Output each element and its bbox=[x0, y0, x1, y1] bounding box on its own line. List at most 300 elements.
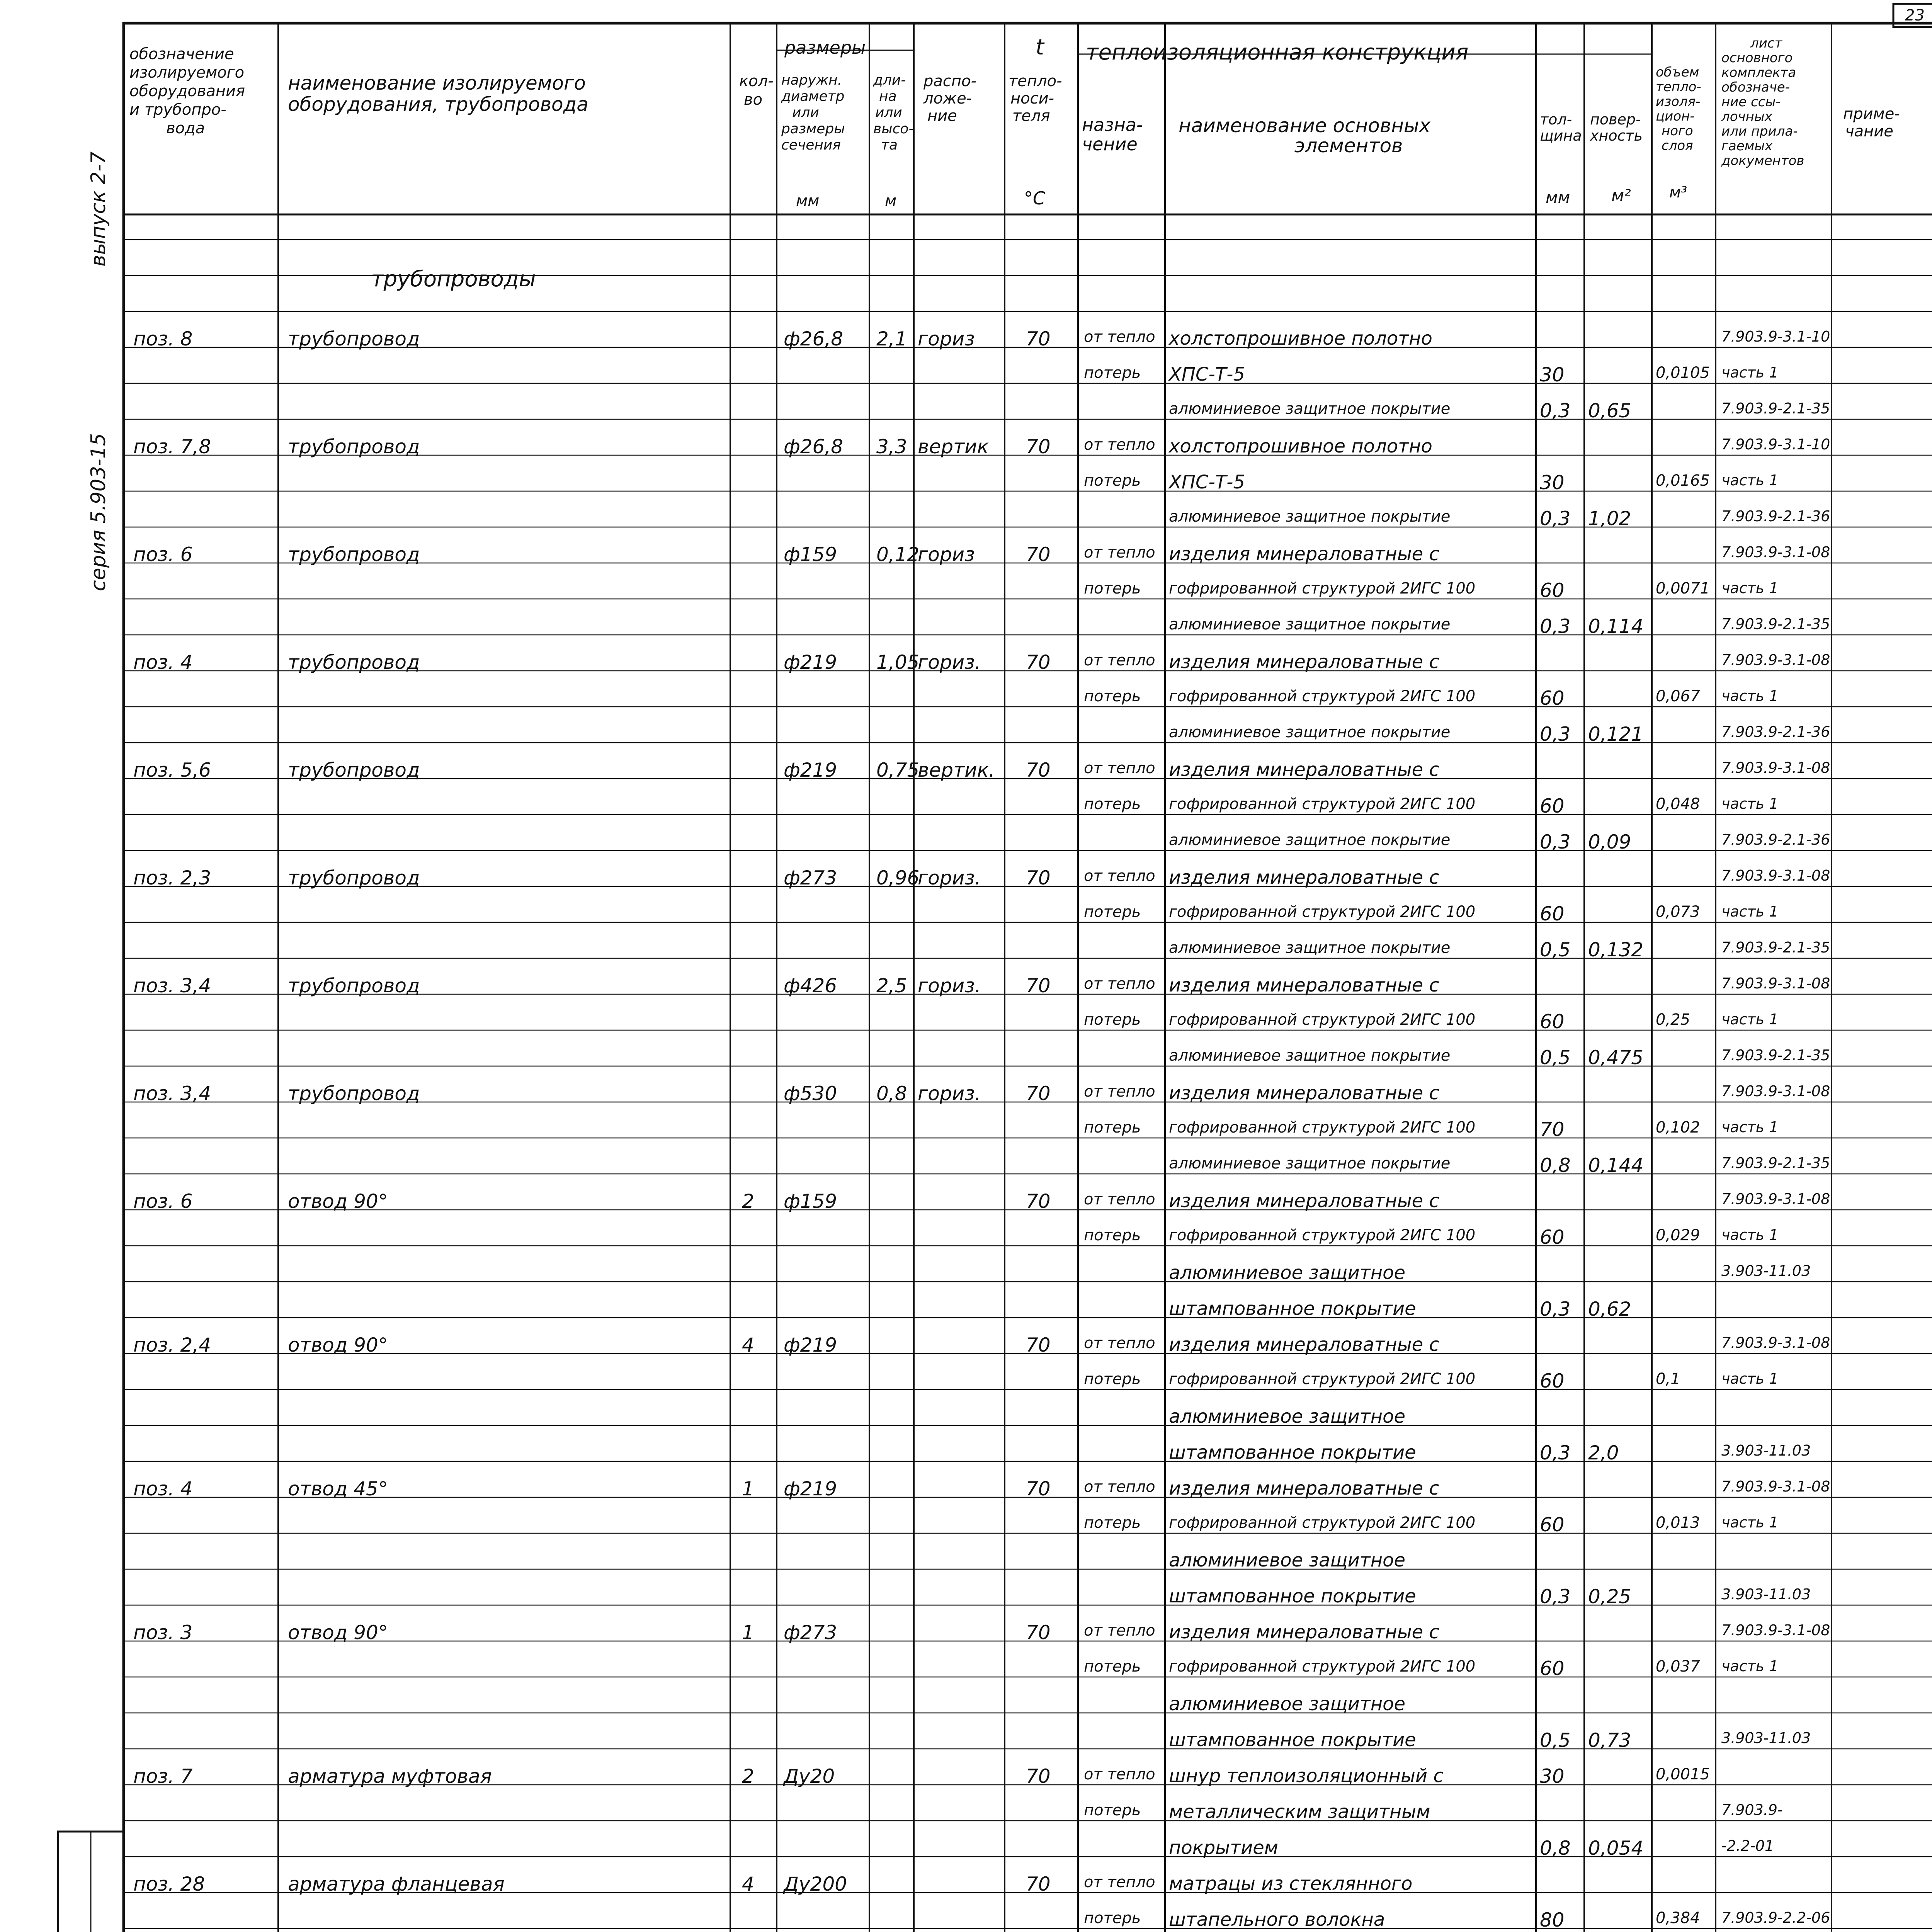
hdr-thickness-1: тол- bbox=[1540, 111, 1572, 128]
cell-dim: ф159 bbox=[784, 543, 837, 566]
cell-pos: поз. 7 bbox=[133, 1765, 193, 1787]
cell-pos: поз. 4 bbox=[133, 651, 193, 673]
cell-thk: 30 bbox=[1540, 364, 1565, 386]
hdr-ref-5: ние ссы- bbox=[1721, 94, 1781, 110]
cell-purpose: потерь bbox=[1084, 1658, 1141, 1675]
cell-pos: поз. 5,6 bbox=[133, 759, 211, 781]
cell-ref: -2.2-01 bbox=[1721, 1837, 1774, 1854]
cell-temp: 70 bbox=[1026, 328, 1051, 350]
cell-dim: Ду20 bbox=[784, 1765, 835, 1787]
cell-elem: ХПС-Т-5 bbox=[1169, 364, 1245, 385]
cell-ref: часть 1 bbox=[1721, 1226, 1779, 1243]
cell-ref: 7.903.9-2.2-06 bbox=[1721, 1909, 1830, 1926]
cell-dim: ф219 bbox=[784, 1334, 837, 1356]
cell-thk: 0,3 bbox=[1540, 831, 1571, 853]
cell-elem: штампованное покрытие bbox=[1169, 1442, 1416, 1463]
cell-ref: 7.903.9- bbox=[1721, 1801, 1783, 1818]
cell-temp: 70 bbox=[1026, 975, 1051, 997]
cell-elem: гофрированной структурой 2ИГС 100 bbox=[1169, 1011, 1476, 1029]
hdr-notes-2: чание bbox=[1845, 122, 1893, 140]
cell-surf: 0,65 bbox=[1588, 400, 1631, 422]
cell-elem: алюминиевое защитное покрытие bbox=[1169, 400, 1451, 418]
cell-elem: алюминиевое защитное покрытие bbox=[1169, 939, 1451, 957]
cell-dim: ф530 bbox=[784, 1082, 837, 1105]
cell-purpose: потерь bbox=[1084, 364, 1141, 382]
hdr-surface-2: хность bbox=[1590, 127, 1643, 144]
cell-temp: 70 bbox=[1026, 1082, 1051, 1105]
cell-ref: часть 1 bbox=[1721, 364, 1779, 381]
cell-qty: 4 bbox=[742, 1334, 754, 1356]
cell-temp: 70 bbox=[1026, 1478, 1051, 1500]
cell-elem: алюминиевое защитное bbox=[1169, 1406, 1406, 1427]
cell-elem: изделия минераловатные с bbox=[1169, 1190, 1439, 1212]
cell-thk: 60 bbox=[1540, 1226, 1565, 1248]
cell-thk: 60 bbox=[1540, 1370, 1565, 1392]
cell-vol: 0,0015 bbox=[1656, 1765, 1710, 1783]
cell-elem: гофрированной структурой 2ИГС 100 bbox=[1169, 1370, 1476, 1388]
hdr-designation-3: оборудования bbox=[129, 82, 245, 100]
cell-surf: 0,054 bbox=[1588, 1837, 1644, 1859]
cell-thk: 60 bbox=[1540, 579, 1565, 602]
hdr-t-symbol: t bbox=[1036, 35, 1044, 60]
cell-vol: 0,0105 bbox=[1656, 364, 1710, 382]
cell-ref: часть 1 bbox=[1721, 1011, 1779, 1028]
hdr-outer-4: размеры bbox=[781, 121, 845, 137]
cell-qty: 2 bbox=[742, 1765, 754, 1787]
cell-name: отвод 45° bbox=[288, 1478, 388, 1500]
cell-thk: 30 bbox=[1540, 471, 1565, 494]
cell-name: трубопровод bbox=[288, 435, 420, 458]
cell-ref: часть 1 bbox=[1721, 1370, 1779, 1387]
hdr-elements-1: наименование основных bbox=[1179, 114, 1431, 137]
cell-temp: 70 bbox=[1026, 867, 1051, 889]
cell-purpose: потерь bbox=[1084, 687, 1141, 705]
cell-purpose: от тепло bbox=[1084, 1083, 1155, 1100]
cell-elem: изделия минераловатные с bbox=[1169, 975, 1439, 996]
cell-ref: часть 1 bbox=[1721, 687, 1779, 704]
hdr-temp-3: теля bbox=[1012, 107, 1050, 125]
cell-pos: поз. 4 bbox=[133, 1478, 193, 1500]
cell-ref: 7.903.9-3.1-08 bbox=[1721, 1334, 1830, 1351]
hdr-volume-6: слоя bbox=[1662, 138, 1693, 153]
cell-vol: 0,384 bbox=[1656, 1909, 1700, 1927]
cell-elem: гофрированной структурой 2ИГС 100 bbox=[1169, 1658, 1476, 1675]
hdr-ref-7: или прила- bbox=[1721, 124, 1798, 139]
cell-elem: алюминиевое защитное bbox=[1169, 1262, 1406, 1284]
cell-qty: 1 bbox=[742, 1478, 754, 1500]
hdr-len-5: та bbox=[881, 137, 898, 153]
cell-purpose: потерь bbox=[1084, 1370, 1141, 1388]
cell-temp: 70 bbox=[1026, 1621, 1051, 1644]
cell-thk: 0,5 bbox=[1540, 939, 1571, 961]
hdr-outer-2: диаметр bbox=[781, 88, 845, 104]
cell-ref: 7.903.9-3.1-08 bbox=[1721, 1478, 1830, 1495]
cell-thk: 70 bbox=[1540, 1118, 1565, 1141]
cell-qty: 4 bbox=[742, 1873, 754, 1895]
cell-elem: металлическим защитным bbox=[1169, 1801, 1430, 1823]
hdr-ref-6: лочных bbox=[1721, 109, 1772, 124]
cell-elem: алюминиевое защитное покрытие bbox=[1169, 1155, 1451, 1172]
cell-thk: 60 bbox=[1540, 903, 1565, 925]
cell-thk: 0,5 bbox=[1540, 1729, 1571, 1752]
cell-place: гориз. bbox=[918, 975, 981, 997]
hdr-purpose-1: назна- bbox=[1082, 114, 1143, 135]
cell-ref: 3.903-11.03 bbox=[1721, 1262, 1811, 1279]
cell-temp: 70 bbox=[1026, 1765, 1051, 1787]
cell-elem: изделия минераловатные с bbox=[1169, 1478, 1439, 1499]
cell-vol: 0,0071 bbox=[1656, 580, 1710, 597]
cell-surf: 2,0 bbox=[1588, 1442, 1619, 1464]
cell-elem: гофрированной структурой 2ИГС 100 bbox=[1169, 903, 1476, 921]
cell-elem: изделия минераловатные с bbox=[1169, 759, 1439, 781]
hdr-volume-4: цион- bbox=[1656, 109, 1695, 124]
cell-qty: 2 bbox=[742, 1190, 754, 1213]
cell-vol: 0,1 bbox=[1656, 1370, 1680, 1388]
cell-purpose: от тепло bbox=[1084, 975, 1155, 993]
hdr-designation-5: вода bbox=[166, 119, 205, 137]
cell-elem: гофрированной структурой 2ИГС 100 bbox=[1169, 1119, 1476, 1136]
cell-len: 3,3 bbox=[876, 435, 907, 458]
cell-ref: 7.903.9-2.1-36 bbox=[1721, 831, 1830, 848]
cell-purpose: потерь bbox=[1084, 1514, 1141, 1532]
cell-pos: поз. 8 bbox=[133, 328, 193, 350]
cell-elem: штампованное покрытие bbox=[1169, 1585, 1416, 1607]
cell-ref: 7.903.9-3.1-10 bbox=[1721, 436, 1830, 453]
cell-elem: изделия минераловатные с bbox=[1169, 543, 1439, 565]
cell-elem: изделия минераловатные с bbox=[1169, 1334, 1439, 1355]
cell-dim: ф26,8 bbox=[784, 435, 844, 458]
hdr-qty-2: во bbox=[744, 91, 763, 109]
hdr-elements-2: элементов bbox=[1294, 134, 1403, 157]
hdr-outer-3: или bbox=[792, 105, 819, 121]
cell-qty: 1 bbox=[742, 1621, 754, 1644]
cell-elem: изделия минераловатные с bbox=[1169, 867, 1439, 888]
hdr-name-1: наименование изолируемого bbox=[288, 72, 586, 94]
cell-thk: 0,3 bbox=[1540, 1442, 1571, 1464]
hdr-designation-1: обозначение bbox=[129, 45, 234, 63]
cell-elem: изделия минераловатные с bbox=[1169, 651, 1439, 673]
section-title: трубопроводы bbox=[371, 267, 536, 292]
cell-vol: 0,048 bbox=[1656, 795, 1700, 813]
cell-temp: 70 bbox=[1026, 1190, 1051, 1213]
cell-thk: 0,3 bbox=[1540, 1585, 1571, 1608]
cell-name: трубопровод bbox=[288, 543, 420, 566]
cell-thk: 0,5 bbox=[1540, 1046, 1571, 1069]
cell-elem: гофрированной структурой 2ИГС 100 bbox=[1169, 1514, 1476, 1532]
cell-ref: 7.903.9-3.1-08 bbox=[1721, 1083, 1830, 1100]
cell-elem: изделия минераловатные с bbox=[1169, 1621, 1439, 1643]
cell-place: вертик. bbox=[918, 759, 995, 781]
cell-dim: ф426 bbox=[784, 975, 837, 997]
cell-elem: изделия минераловатные с bbox=[1169, 1082, 1439, 1104]
cell-purpose: потерь bbox=[1084, 472, 1141, 490]
cell-purpose: потерь bbox=[1084, 1226, 1141, 1244]
cell-elem: алюминиевое защитное покрытие bbox=[1169, 831, 1451, 849]
cell-elem: гофрированной структурой 2ИГС 100 bbox=[1169, 580, 1476, 597]
cell-name: отвод 90° bbox=[288, 1190, 388, 1213]
cell-purpose: от тепло bbox=[1084, 759, 1155, 777]
cell-ref: 7.903.9-3.1-08 bbox=[1721, 651, 1830, 668]
cell-ref: 7.903.9-2.1-35 bbox=[1721, 939, 1830, 956]
hdr-volume-1: объем bbox=[1656, 65, 1699, 80]
cell-purpose: от тепло bbox=[1084, 651, 1155, 669]
cell-surf: 0,09 bbox=[1588, 831, 1631, 853]
cell-elem: гофрированной структурой 2ИГС 100 bbox=[1169, 795, 1476, 813]
cell-thk: 60 bbox=[1540, 1657, 1565, 1680]
cell-elem: алюминиевое защитное покрытие bbox=[1169, 616, 1451, 633]
cell-elem: ХПС-Т-5 bbox=[1169, 471, 1245, 493]
cell-name: арматура муфтовая bbox=[288, 1765, 492, 1787]
cell-len: 0,12 bbox=[876, 543, 920, 566]
cell-thk: 60 bbox=[1540, 795, 1565, 817]
cell-thk: 0,3 bbox=[1540, 615, 1571, 638]
cell-ref: 7.903.9-3.1-08 bbox=[1721, 975, 1830, 992]
cell-pos: поз. 6 bbox=[133, 1190, 193, 1213]
cell-len: 0,8 bbox=[876, 1082, 907, 1105]
cell-name: трубопровод bbox=[288, 975, 420, 997]
cell-ref: 3.903-11.03 bbox=[1721, 1730, 1811, 1747]
cell-elem: штампованное покрытие bbox=[1169, 1298, 1416, 1320]
cell-ref: часть 1 bbox=[1721, 795, 1779, 812]
cell-ref: часть 1 bbox=[1721, 1119, 1779, 1136]
cell-thk: 60 bbox=[1540, 1514, 1565, 1536]
cell-surf: 0,73 bbox=[1588, 1729, 1631, 1752]
hdr-place-2: ложе- bbox=[923, 90, 972, 107]
cell-len: 0,75 bbox=[876, 759, 920, 781]
page-number: 23 bbox=[1905, 7, 1925, 24]
cell-elem: алюминиевое защитное bbox=[1169, 1693, 1406, 1715]
cell-thk: 0,8 bbox=[1540, 1154, 1571, 1177]
side-label-issue: выпуск 2-7 bbox=[87, 151, 110, 267]
cell-name: трубопровод bbox=[288, 759, 420, 781]
cell-vol: 0,073 bbox=[1656, 903, 1700, 921]
cell-temp: 70 bbox=[1026, 435, 1051, 458]
cell-thk: 30 bbox=[1540, 1765, 1565, 1787]
cell-elem: алюминиевое защитное покрытие bbox=[1169, 508, 1451, 526]
cell-thk: 60 bbox=[1540, 687, 1565, 709]
cell-purpose: от тепло bbox=[1084, 328, 1155, 346]
hdr-place-3: ние bbox=[927, 107, 957, 125]
cell-surf: 0,121 bbox=[1588, 723, 1644, 745]
cell-elem: алюминиевое защитное покрытие bbox=[1169, 723, 1451, 741]
cell-thk: 0,3 bbox=[1540, 1298, 1571, 1320]
cell-ref: 7.903.9-3.1-08 bbox=[1721, 1622, 1830, 1639]
cell-elem: гофрированной структурой 2ИГС 100 bbox=[1169, 687, 1476, 705]
cell-ref: 7.903.9-3.1-10 bbox=[1721, 328, 1830, 345]
cell-name: трубопровод bbox=[288, 1082, 420, 1105]
cell-place: гориз. bbox=[918, 651, 981, 673]
hdr-purpose-2: чение bbox=[1082, 134, 1138, 155]
hdr-len-2: на bbox=[879, 88, 897, 104]
cell-place: вертик bbox=[918, 435, 989, 458]
cell-dim: ф26,8 bbox=[784, 328, 844, 350]
cell-pos: поз. 7,8 bbox=[133, 435, 211, 458]
cell-dim: ф219 bbox=[784, 1478, 837, 1500]
cell-elem: покрытием bbox=[1169, 1837, 1279, 1859]
cell-pos: поз. 3,4 bbox=[133, 975, 211, 997]
cell-place: гориз. bbox=[918, 1082, 981, 1105]
cell-elem: алюминиевое защитное покрытие bbox=[1169, 1047, 1451, 1065]
cell-thk: 0,3 bbox=[1540, 723, 1571, 745]
cell-ref: 7.903.9-2.1-35 bbox=[1721, 1155, 1830, 1172]
cell-vol: 0,013 bbox=[1656, 1514, 1700, 1532]
cell-purpose: от тепло bbox=[1084, 544, 1155, 561]
cell-elem: холстопрошивное полотно bbox=[1169, 328, 1432, 349]
hdr-volume-3: изоля- bbox=[1656, 94, 1701, 109]
cell-thk: 0,3 bbox=[1540, 507, 1571, 530]
cell-surf: 0,25 bbox=[1588, 1585, 1631, 1608]
cell-purpose: от тепло bbox=[1084, 1622, 1155, 1639]
cell-pos: поз. 6 bbox=[133, 543, 193, 566]
cell-dim: Ду200 bbox=[784, 1873, 847, 1895]
cell-purpose: потерь bbox=[1084, 1909, 1141, 1927]
cell-ref: часть 1 bbox=[1721, 903, 1779, 920]
cell-elem: шнур теплоизоляционный с bbox=[1169, 1765, 1444, 1787]
cell-ref: 7.903.9-2.1-36 bbox=[1721, 723, 1830, 740]
hdr-designation-4: и трубопро- bbox=[129, 101, 226, 119]
cell-ref: 7.903.9-3.1-08 bbox=[1721, 867, 1830, 884]
hdr-thickness-2: щина bbox=[1540, 127, 1582, 144]
cell-dim: ф219 bbox=[784, 651, 837, 673]
cell-thk: 60 bbox=[1540, 1010, 1565, 1033]
hdr-temp-2: носи- bbox=[1010, 90, 1054, 107]
cell-purpose: потерь bbox=[1084, 1119, 1141, 1136]
hdr-ref-1: лист bbox=[1750, 36, 1782, 51]
cell-name: трубопровод bbox=[288, 651, 420, 673]
hdr-temp-unit: °C bbox=[1024, 188, 1046, 209]
cell-vol: 0,029 bbox=[1656, 1226, 1700, 1244]
cell-surf: 1,02 bbox=[1588, 507, 1631, 530]
cell-vol: 0,067 bbox=[1656, 687, 1700, 705]
hdr-volume-unit: м³ bbox=[1669, 184, 1687, 201]
hdr-len-1: дли- bbox=[873, 72, 906, 88]
cell-pos: поз. 28 bbox=[133, 1873, 205, 1895]
cell-elem: холстопрошивное полотно bbox=[1169, 435, 1432, 457]
cell-elem: матрацы из стеклянного bbox=[1169, 1873, 1413, 1895]
hdr-notes-1: приме- bbox=[1843, 105, 1900, 123]
cell-vol: 0,037 bbox=[1656, 1658, 1700, 1675]
cell-place: гориз bbox=[918, 328, 975, 350]
hdr-len-unit: м bbox=[885, 192, 897, 210]
cell-purpose: от тепло bbox=[1084, 1765, 1155, 1783]
cell-name: арматура фланцевая bbox=[288, 1873, 505, 1895]
cell-purpose: от тепло bbox=[1084, 1478, 1155, 1496]
cell-ref: часть 1 bbox=[1721, 1514, 1779, 1531]
cell-ref: 3.903-11.03 bbox=[1721, 1586, 1811, 1603]
cell-name: трубопровод bbox=[288, 867, 420, 889]
cell-pos: поз. 3 bbox=[133, 1621, 193, 1644]
cell-place: гориз bbox=[918, 543, 975, 566]
cell-temp: 70 bbox=[1026, 651, 1051, 673]
cell-name: трубопровод bbox=[288, 328, 420, 350]
cell-vol: 0,25 bbox=[1656, 1011, 1690, 1029]
hdr-len-4: высо- bbox=[873, 121, 914, 137]
hdr-ref-2: основного bbox=[1721, 50, 1793, 66]
hdr-ref-9: документов bbox=[1721, 153, 1804, 168]
cell-purpose: потерь bbox=[1084, 1011, 1141, 1029]
cell-vol: 0,102 bbox=[1656, 1119, 1700, 1136]
cell-surf: 0,132 bbox=[1588, 939, 1644, 961]
cell-ref: 7.903.9-2.1-35 bbox=[1721, 400, 1830, 417]
cell-purpose: от тепло bbox=[1084, 1873, 1155, 1891]
cell-thk: 0,8 bbox=[1540, 1837, 1571, 1859]
cell-elem: штампованное покрытие bbox=[1169, 1729, 1416, 1751]
cell-len: 1,05 bbox=[876, 651, 920, 673]
cell-surf: 0,144 bbox=[1588, 1154, 1644, 1177]
cell-len: 2,1 bbox=[876, 328, 907, 350]
hdr-len-3: или bbox=[875, 105, 902, 121]
cell-dim: ф159 bbox=[784, 1190, 837, 1213]
cell-ref: 7.903.9-3.1-08 bbox=[1721, 1190, 1830, 1208]
cell-ref: 7.903.9-2.1-35 bbox=[1721, 616, 1830, 633]
hdr-volume-5: ного bbox=[1662, 123, 1693, 139]
cell-purpose: от тепло bbox=[1084, 436, 1155, 454]
cell-place: гориз. bbox=[918, 867, 981, 889]
hdr-ref-4: обозначе- bbox=[1721, 80, 1790, 95]
cell-len: 2,5 bbox=[876, 975, 907, 997]
cell-pos: поз. 2,3 bbox=[133, 867, 211, 889]
hdr-dimensions: размеры bbox=[784, 37, 866, 58]
hdr-ref-3: комплекта bbox=[1721, 65, 1796, 80]
cell-purpose: от тепло bbox=[1084, 1334, 1155, 1352]
cell-ref: 3.903-11.03 bbox=[1721, 1442, 1811, 1459]
cell-len: 0,96 bbox=[876, 867, 920, 889]
cell-name: отвод 90° bbox=[288, 1621, 388, 1644]
cell-vol: 0,0165 bbox=[1656, 472, 1710, 490]
hdr-temp-1: тепло- bbox=[1009, 72, 1062, 90]
cell-temp: 70 bbox=[1026, 759, 1051, 781]
cell-elem: гофрированной структурой 2ИГС 100 bbox=[1169, 1226, 1476, 1244]
hdr-place-1: распо- bbox=[923, 72, 976, 90]
cell-purpose: потерь bbox=[1084, 903, 1141, 921]
hdr-qty-1: кол- bbox=[739, 72, 774, 90]
hdr-outer-1: наружн. bbox=[781, 72, 842, 88]
cell-temp: 70 bbox=[1026, 1873, 1051, 1895]
hdr-surface-unit: м² bbox=[1611, 186, 1631, 206]
cell-dim: ф273 bbox=[784, 867, 837, 889]
cell-purpose: потерь bbox=[1084, 580, 1141, 597]
cell-ref: часть 1 bbox=[1721, 580, 1779, 597]
cell-ref: 7.903.9-3.1-08 bbox=[1721, 759, 1830, 776]
cell-elem: алюминиевое защитное bbox=[1169, 1549, 1406, 1571]
cell-pos: поз. 3,4 bbox=[133, 1082, 211, 1105]
hdr-ref-8: гаемых bbox=[1721, 138, 1773, 154]
hdr-outer-unit: мм bbox=[796, 192, 820, 210]
cell-surf: 0,114 bbox=[1588, 615, 1644, 638]
hdr-designation-2: изолируемого bbox=[129, 64, 245, 82]
cell-dim: ф273 bbox=[784, 1621, 837, 1644]
hdr-construction: теплоизоляционная конструкция bbox=[1086, 40, 1469, 65]
cell-temp: 70 bbox=[1026, 543, 1051, 566]
cell-ref: часть 1 bbox=[1721, 1658, 1779, 1675]
cell-purpose: потерь bbox=[1084, 1801, 1141, 1819]
hdr-name-2: оборудования, трубопровода bbox=[288, 93, 588, 116]
cell-thk: 80 bbox=[1540, 1909, 1565, 1931]
cell-dim: ф219 bbox=[784, 759, 837, 781]
cell-surf: 0,62 bbox=[1588, 1298, 1631, 1320]
cell-thk: 0,3 bbox=[1540, 400, 1571, 422]
hdr-volume-2: тепло- bbox=[1656, 79, 1701, 95]
cell-purpose: потерь bbox=[1084, 795, 1141, 813]
cell-ref: 7.903.9-2.1-35 bbox=[1721, 1047, 1830, 1064]
cell-purpose: от тепло bbox=[1084, 867, 1155, 885]
cell-elem: штапельного волокна bbox=[1169, 1909, 1385, 1930]
hdr-outer-5: сечения bbox=[781, 137, 841, 153]
cell-ref: часть 1 bbox=[1721, 472, 1779, 489]
cell-ref: 7.903.9-3.1-08 bbox=[1721, 544, 1830, 561]
cell-temp: 70 bbox=[1026, 1334, 1051, 1356]
hdr-surface-1: повер- bbox=[1590, 111, 1641, 128]
